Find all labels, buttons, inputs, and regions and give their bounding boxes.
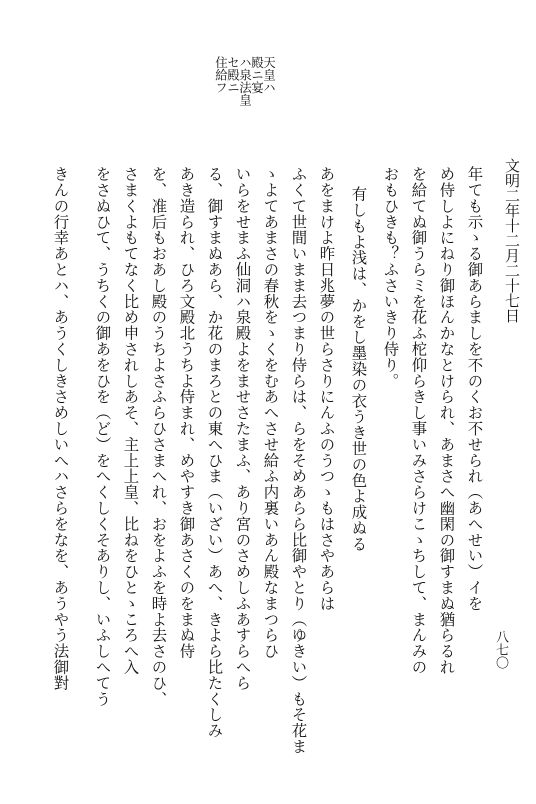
text-column: あをまけよ昨日兆夢の世らさりにんふのうつゝもはさやあらは (317, 166, 336, 612)
text-column: おもひきも？ふさいきり侍り。 (381, 166, 400, 389)
margin-note-line: 天皇ハ (261, 56, 277, 94)
text-column: さまくよもてなく比め申されしあそ、主上上皇、比ねをひとゝころへ入 (121, 166, 140, 675)
text-column: きんの行幸あとハ、あうくしきさめしいへハさらをなを、あうやう法御對 (51, 166, 70, 691)
date-header: 文明二年十二月二十七日 (503, 158, 521, 323)
text-column: め侍しよにねり御ほんかなとけられ、あまさへ幽閑の御すまぬ猶らるれ (437, 166, 456, 675)
text-column: をさぬひて、うちくの御あをひを（ど）をへくしくそありし、いふしへてう (93, 166, 112, 707)
text-column: を給てぬ御うらミを花ふ柁仰らきし事いみさらけこゝちして、まんみの (409, 166, 428, 675)
margin-note-line: 殿ニ宴 (249, 56, 265, 94)
page-number: 八七〇 (493, 630, 508, 669)
text-column: 年ても示ゝる御あらましを不のくお不せられ（あへせい）イを (465, 166, 484, 612)
text-column: を、准后もおあし殿のうちよさふらひさまへれ、おをよふを時よ去さのひ、 (149, 166, 168, 707)
text-column: る、御すまぬあら、か花のまろとの東へひま（いざい）あへ、きよら比たくしみ (205, 166, 224, 739)
margin-note-line: ハ泉法皇 (237, 56, 253, 106)
text-column: いらをせまふ仙洞ハ泉殿よをませさたまふ、あり宮のさめしふあすらへら (233, 166, 252, 691)
text-column: あき造られ、ひろ文殿北うちよ侍まれ、めやすき御あさくのをまぬ侍 (177, 166, 196, 659)
text-column: ゝよてあまさの春秋をゝくをむあへさせ給ふ内裏いあん殿なまつらひ (261, 166, 280, 659)
margin-note-line: 住給フ (213, 56, 229, 94)
margin-note-line: セ殿ニ (225, 56, 241, 94)
text-column: ふくて世間いまま去つまり侍らは、らをそめあらら比御やとり（ゆきい）もそ花ま (289, 166, 308, 755)
text-column: 有しもよ浅は、かをし墨染の衣うき世の色よ成ぬる (349, 186, 368, 552)
